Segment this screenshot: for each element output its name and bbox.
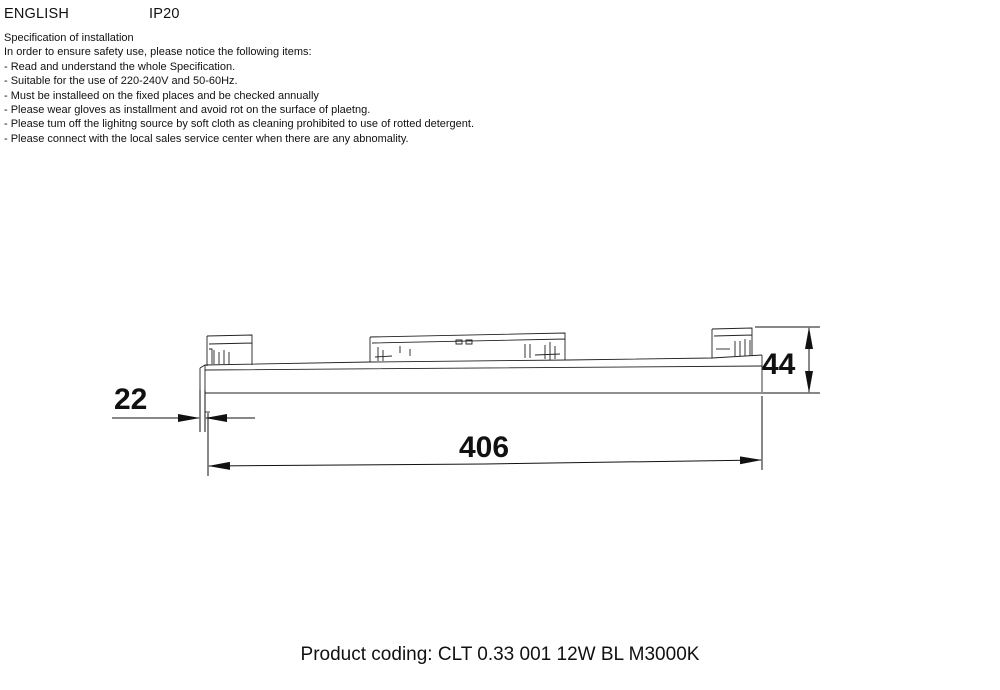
- spec-title: Specification of installation: [4, 32, 134, 44]
- dimension-length: 406: [459, 431, 510, 464]
- spec-item: - Please tum off the lighitng source by soft cloth as cleaning prohibited to use of rotted detergent.: [4, 118, 475, 131]
- spec-intro: In order to ensure safety use, please notice the following items:: [4, 46, 312, 59]
- spec-item: - Please connect with the local sales service center when there are any abnomality.: [4, 132, 409, 145]
- spec-item: - Please wear gloves as installment and avoid rot on the surface of plaetng.: [4, 104, 371, 117]
- language-label: ENGLISH: [4, 6, 70, 22]
- fixture-outline: [200, 328, 762, 412]
- product-coding: Product coding: CLT 0.33 001 12W BL M3000K: [300, 644, 700, 665]
- spec-item: - Suitable for the use of 220-240V and 50-60Hz.: [4, 75, 238, 88]
- spec-item: - Must be installeed on the fixed places and be checked annually: [4, 89, 319, 102]
- dimension-width: 22: [114, 383, 148, 416]
- spec-item: - Read and understand the whole Specification.: [4, 60, 236, 73]
- dimension-height: 44: [762, 348, 796, 381]
- ip-rating-label: IP20: [149, 6, 180, 22]
